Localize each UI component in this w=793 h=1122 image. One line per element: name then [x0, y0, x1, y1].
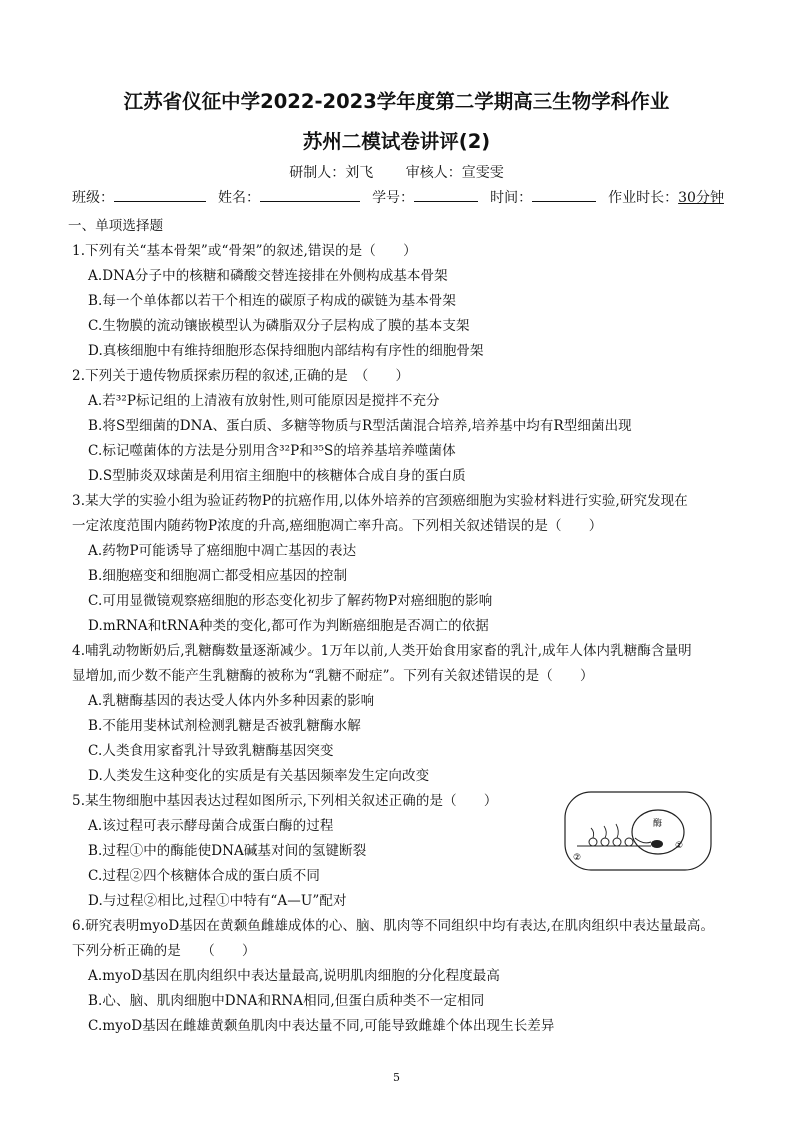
ribosomes [589, 824, 633, 846]
peptide-chain [591, 828, 594, 838]
page-title: 江苏省仪征中学2022-2023学年度第二学期高三生物学科作业 [123, 90, 670, 113]
ribosome [601, 838, 609, 846]
class-field[interactable] [72, 187, 206, 207]
enzyme-label: 酶 [653, 819, 663, 829]
q5-option-a: A.该过程可表示酵母菌合成蛋白酶的过程 [88, 818, 334, 834]
duration-label: 作业时长： [608, 190, 679, 206]
mrna-strand-curve [635, 838, 651, 843]
time-label: 时间： [490, 190, 533, 206]
q4-option-b: B.不能用斐林试剂检测乳糖是否被乳糖酶水解 [88, 718, 361, 734]
q4-option-c: C.人类食用家畜乳汁导致乳糖酶基因突变 [88, 743, 334, 759]
name-field[interactable] [218, 187, 360, 207]
question-4-stem-line-2: 显增加,而少数不能产生乳糖酶的被称为“乳糖不耐症”。下列有关叙述错误的是（ ） [72, 668, 594, 684]
student-info-line [72, 187, 724, 207]
cell-outline [565, 792, 711, 870]
question-2-stem: 2.下列关于遗传物质探索历程的叙述,正确的是 （ ） [72, 368, 410, 384]
id-blank[interactable] [414, 188, 478, 202]
question-3-stem-line-2: 一定浓度范围内随药物P浓度的升高,癌细胞凋亡率升高。下列相关叙述错误的是（ ） [72, 518, 603, 534]
ribosome [625, 838, 633, 846]
q4-option-a: A.乳糖酶基因的表达受人体内外多种因素的影响 [88, 693, 375, 709]
q2-option-b: B.将S型细菌的DNA、蛋白质、多糖等物质与R型活菌混合培养,培养基中均有R型细菌出现 [88, 418, 632, 434]
q5-option-b: B.过程①中的酶能使DNA碱基对间的氢键断裂 [88, 843, 367, 859]
page-number: 5 [393, 1071, 400, 1084]
q1-option-c: C.生物膜的流动镶嵌模型认为磷脂双分子层构成了膜的基本支架 [88, 318, 470, 334]
question-3-stem-line-1: 3.某大学的实验小组为验证药物P的抗癌作用,以体外培养的宫颈癌细胞为实验材料进行实验,研究发现在 [72, 493, 688, 509]
time-field[interactable] [490, 187, 596, 207]
q6-option-c: C.myoD基因在雌雄黄颡鱼肌肉中表达量不同,可能导致雌雄个体出现生长差异 [88, 1018, 555, 1034]
id-label: 学号： [372, 190, 415, 206]
q6-option-a: A.myoD基因在肌肉组织中表达量最高,说明肌肉细胞的分化程度最高 [88, 968, 501, 984]
q2-option-c: C.标记噬菌体的方法是分别用含³²P和³⁵S的培养基培养噬菌体 [88, 443, 456, 459]
time-blank[interactable] [532, 188, 596, 202]
q3-option-a: A.药物P可能诱导了癌细胞中凋亡基因的表达 [88, 543, 357, 559]
duration-value: 30分钟 [678, 190, 724, 206]
process-2-label: ② [573, 853, 582, 863]
gene-expression-figure [563, 790, 713, 872]
question-6-stem-line-2: 下列分析正确的是 （ ） [72, 943, 256, 959]
q5-option-d: D.与过程②相比,过程①中特有“A—U”配对 [88, 893, 347, 909]
peptide-chain [604, 826, 606, 838]
name-blank[interactable] [260, 188, 360, 202]
author: 研制人：刘飞 [289, 165, 374, 181]
process-1-label: ① [675, 841, 684, 851]
reviewer: 审核人：宣雯雯 [405, 165, 504, 181]
q4-option-d: D.人类发生这种变化的实质是有关基因频率发生定向改变 [88, 768, 430, 784]
page-subtitle: 苏州二模试卷讲评(2) [302, 130, 491, 153]
peptide-chain [616, 824, 618, 838]
q1-option-d: D.真核细胞中有维持细胞形态保持细胞内部结构有序性的细胞骨架 [88, 343, 484, 359]
q3-option-d: D.mRNA和tRNA种类的变化,都可作为判断癌细胞是否凋亡的依据 [88, 618, 489, 634]
question-5-stem: 5.某生物细胞中基因表达过程如图所示,下列相关叙述正确的是（ ） [72, 793, 498, 809]
q1-option-b: B.每一个单体都以若干个相连的碳原子构成的碳链为基本骨架 [88, 293, 457, 309]
question-4-stem-line-1: 4.哺乳动物断奶后,乳糖酶数量逐渐减少。1万年以前,人类开始食用家畜的乳汁,成年人体内乳糖酶含量明 [72, 643, 692, 659]
q1-option-a: A.DNA分子中的核糖和磷酸交替连接排在外侧构成基本骨架 [88, 268, 448, 284]
id-field[interactable] [372, 187, 478, 207]
class-label: 班级： [72, 190, 114, 206]
duration-field [608, 187, 724, 207]
ribosome [613, 838, 621, 846]
makers-line [0, 162, 793, 182]
ribosome [589, 838, 597, 846]
rna-polymerase [651, 840, 663, 848]
q2-option-a: A.若³²P标记组的上清液有放射性,则可能原因是搅拌不充分 [88, 393, 440, 409]
q5-option-c: C.过程②四个核糖体合成的蛋白质不同 [88, 868, 320, 884]
q6-option-b: B.心、脑、肌肉细胞中DNA和RNA相同,但蛋白质种类不一定相同 [88, 993, 485, 1009]
q3-option-c: C.可用显微镜观察癌细胞的形态变化初步了解药物P对癌细胞的影响 [88, 593, 493, 609]
name-label: 姓名： [218, 190, 261, 206]
section-heading: 一、单项选择题 [68, 218, 164, 234]
q3-option-b: B.细胞癌变和细胞凋亡都受相应基因的控制 [88, 568, 348, 584]
q2-option-d: D.S型肺炎双球菌是利用宿主细胞中的核糖体合成自身的蛋白质 [88, 468, 466, 484]
question-1-stem: 1.下列有关“基本骨架”或“骨架”的叙述,错误的是（ ） [72, 243, 417, 259]
question-6-stem-line-1: 6.研究表明myoD基因在黄颡鱼雌雄成体的心、脑、肌肉等不同组织中均有表达,在肌肉组织中表达量最高。 [72, 918, 715, 934]
class-blank[interactable] [114, 188, 206, 202]
